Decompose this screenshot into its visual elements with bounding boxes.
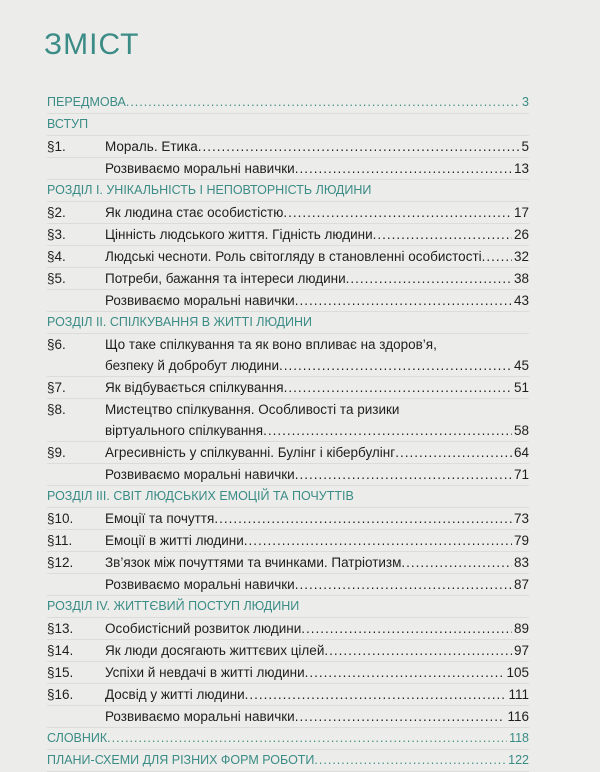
entry-line xyxy=(105,618,529,639)
entry-number: §14. xyxy=(47,643,74,658)
entry-line xyxy=(105,662,529,683)
toc-entry[interactable] xyxy=(47,202,529,224)
dot-leader xyxy=(301,618,512,639)
toc-entry[interactable] xyxy=(47,334,529,377)
entry-line xyxy=(105,268,529,289)
entry-line xyxy=(105,684,529,705)
entry-body xyxy=(105,224,529,245)
entry-line xyxy=(105,158,529,179)
entry-number xyxy=(47,706,105,727)
entry-title: Розвиваємо моральні навички xyxy=(105,577,295,592)
dot-leader xyxy=(295,574,512,595)
toc-top-entry[interactable] xyxy=(47,728,529,750)
entry-body xyxy=(105,442,529,463)
dot-leader xyxy=(263,420,512,441)
toc-entry[interactable] xyxy=(47,618,529,640)
section-heading: РОЗДІЛ І. УНІКАЛЬНІСТЬ І НЕПОВТОРНІСТЬ ЛЮДИНИ xyxy=(47,180,529,202)
entry-line xyxy=(105,377,529,398)
entry-body xyxy=(105,552,529,573)
entry-number: §16. xyxy=(47,687,74,702)
dot-leader xyxy=(395,442,512,463)
entry-page: 71 xyxy=(513,467,529,482)
toc-entry[interactable] xyxy=(47,158,529,180)
entry-number: §3. xyxy=(47,227,66,242)
entry-title: Розвиваємо моральні навички xyxy=(105,293,295,308)
entry-page: 43 xyxy=(513,293,529,308)
dot-leader xyxy=(214,508,512,529)
dot-leader xyxy=(324,640,512,661)
entry-body xyxy=(105,662,529,683)
entry-title: Розвиваємо моральні навички xyxy=(105,709,295,724)
entry-title: ПЕРЕДМОВА xyxy=(47,95,126,109)
entry-title: Розвиваємо моральні навички xyxy=(105,467,295,482)
entry-title: Потреби, бажання та інтереси людини xyxy=(105,271,346,286)
dot-leader xyxy=(314,750,506,771)
section-heading: РОЗДІЛ IV. ЖИТТЄВИЙ ПОСТУП ЛЮДИНИ xyxy=(47,596,529,618)
entry-page: 79 xyxy=(513,533,529,548)
entry-number: §11. xyxy=(47,533,73,548)
toc-entry[interactable] xyxy=(47,706,529,728)
dot-leader xyxy=(107,728,507,749)
entry-page: 118 xyxy=(509,731,529,745)
entry-number xyxy=(47,158,105,179)
entry-body xyxy=(105,706,529,727)
entry-line xyxy=(105,464,529,485)
entry-line xyxy=(105,334,529,355)
entry-line xyxy=(105,530,529,551)
entry-title: Мистецтво спілкування. Особливості та ризики xyxy=(105,402,400,417)
entry-line xyxy=(105,224,529,245)
entry-number: §7. xyxy=(47,380,66,395)
toc-entry[interactable] xyxy=(47,268,529,290)
dot-leader xyxy=(295,290,512,311)
entry-title: Агресивність у спілкуванні. Булінг і кібербулінг xyxy=(105,445,396,460)
entry-title: безпеку й добробут людини xyxy=(105,358,280,373)
entry-number: §9. xyxy=(47,445,66,460)
entry-body xyxy=(105,618,529,639)
toc-entry[interactable] xyxy=(47,442,529,464)
entry-title: Що таке спілкування та як воно впливає на здоров’я, xyxy=(105,337,437,352)
entry-number: §1. xyxy=(47,139,66,154)
dot-leader xyxy=(373,224,512,245)
entry-page: 32 xyxy=(513,249,529,264)
entry-title: СЛОВНИК xyxy=(47,731,108,745)
entry-body xyxy=(105,334,529,376)
entry-title: Як відбувається спілкування xyxy=(105,380,284,395)
entry-title: Цінність людського життя. Гідність людини xyxy=(105,227,373,242)
entry-line xyxy=(105,399,529,420)
entry-body xyxy=(47,92,529,113)
toc-entry[interactable] xyxy=(47,246,529,268)
entry-title: Емоції та почуття xyxy=(105,511,215,526)
entry-page: 13 xyxy=(513,161,529,176)
entry-line xyxy=(105,574,529,595)
entry-body xyxy=(105,399,529,441)
toc-entry[interactable] xyxy=(47,508,529,530)
dot-leader xyxy=(245,684,507,705)
dot-leader xyxy=(244,530,512,551)
toc-entry[interactable] xyxy=(47,684,529,706)
entry-body xyxy=(105,158,529,179)
toc-entry[interactable] xyxy=(47,640,529,662)
entry-body xyxy=(105,684,529,705)
entry-title: ПЛАНИ-СХЕМИ ДЛЯ РІЗНИХ ФОРМ РОБОТИ xyxy=(47,753,315,767)
entry-title: Емоції в житті людини xyxy=(105,533,244,548)
dot-leader xyxy=(295,158,512,179)
entry-number: §15. xyxy=(47,665,74,680)
entry-title: Як люди досягають життєвих цілей xyxy=(105,643,325,658)
entry-page: 97 xyxy=(513,643,529,658)
entry-body xyxy=(105,290,529,311)
dot-leader xyxy=(279,355,512,376)
entry-line xyxy=(105,420,529,441)
entry-page: 64 xyxy=(513,445,529,460)
entry-title: Людські чесноти. Роль світогляду в становленні особистості xyxy=(105,249,482,264)
entry-line xyxy=(105,442,529,463)
entry-number: §13. xyxy=(47,621,74,636)
entry-number: §10. xyxy=(47,511,74,526)
entry-page: 111 xyxy=(508,687,529,702)
section-heading: ВСТУП xyxy=(47,114,529,136)
entry-page: 122 xyxy=(508,753,529,767)
entry-number: §12. xyxy=(47,555,74,570)
entry-line xyxy=(105,136,529,157)
entry-page: 17 xyxy=(513,205,529,220)
entry-line xyxy=(105,246,529,267)
dot-leader xyxy=(284,377,512,398)
table-of-contents xyxy=(47,92,529,772)
entry-page: 58 xyxy=(513,423,529,438)
entry-line xyxy=(105,290,529,311)
toc-entry[interactable] xyxy=(47,552,529,574)
entry-page: 83 xyxy=(513,555,529,570)
entry-number: §4. xyxy=(47,249,66,264)
toc-entry[interactable] xyxy=(47,377,529,399)
toc-entry[interactable] xyxy=(47,399,529,442)
entry-body xyxy=(105,508,529,529)
entry-line xyxy=(105,508,529,529)
toc-entry[interactable] xyxy=(47,530,529,552)
entry-number xyxy=(47,464,105,485)
entry-page: 3 xyxy=(522,95,529,109)
entry-page: 116 xyxy=(507,709,529,724)
entry-page: 89 xyxy=(513,621,529,636)
entry-number: §5. xyxy=(47,271,66,286)
toc-top-entry[interactable] xyxy=(47,92,529,114)
dot-leader xyxy=(346,268,512,289)
entry-page: 26 xyxy=(513,227,529,242)
entry-body xyxy=(105,574,529,595)
entry-number xyxy=(47,574,105,595)
section-heading: РОЗДІЛ ІІ. СПІЛКУВАННЯ В ЖИТТІ ЛЮДИНИ xyxy=(47,312,529,334)
entry-body xyxy=(47,728,529,749)
entry-body xyxy=(105,202,529,223)
toc-entry[interactable] xyxy=(47,136,529,158)
entry-line xyxy=(105,552,529,573)
entry-title: віртуального спілкування xyxy=(105,423,264,438)
dot-leader xyxy=(401,552,512,573)
entry-body xyxy=(47,750,529,771)
entry-line xyxy=(105,640,529,661)
toc-entry[interactable] xyxy=(47,662,529,684)
entry-number: §6. xyxy=(47,337,66,352)
entry-number xyxy=(47,290,105,311)
entry-title: Досвід у житті людини xyxy=(105,687,245,702)
entry-body xyxy=(105,640,529,661)
entry-body xyxy=(105,268,529,289)
entry-line xyxy=(105,202,529,223)
entry-page: 45 xyxy=(513,358,529,373)
entry-page: 87 xyxy=(513,577,529,592)
entry-body xyxy=(105,464,529,485)
dot-leader xyxy=(295,706,506,727)
dot-leader xyxy=(198,136,520,157)
entry-page: 5 xyxy=(521,139,529,154)
entry-title: Особистісний розвиток людини xyxy=(105,621,302,636)
entry-title: Мораль. Етика xyxy=(105,139,198,154)
dot-leader xyxy=(283,202,512,223)
entry-body xyxy=(105,530,529,551)
page-title: ЗМІСТ xyxy=(44,28,140,61)
entry-number: §8. xyxy=(47,402,66,417)
entry-page: 105 xyxy=(506,665,529,680)
dot-leader xyxy=(482,246,512,267)
entry-body xyxy=(105,246,529,267)
entry-title: Зв’язок між почуттями та вчинками. Патріотизм xyxy=(105,555,402,570)
toc-entry[interactable] xyxy=(47,464,529,486)
toc-top-entry[interactable] xyxy=(47,750,529,772)
dot-leader xyxy=(295,464,512,485)
entry-page: 51 xyxy=(513,380,529,395)
entry-body xyxy=(105,136,529,157)
entry-number: §2. xyxy=(47,205,66,220)
entry-title: Розвиваємо моральні навички xyxy=(105,161,295,176)
section-heading: РОЗДІЛ ІІІ. СВІТ ЛЮДСЬКИХ ЕМОЦІЙ ТА ПОЧУТТІВ xyxy=(47,486,529,508)
dot-leader xyxy=(126,92,520,113)
toc-entry[interactable] xyxy=(47,574,529,596)
entry-body xyxy=(105,377,529,398)
dot-leader xyxy=(305,662,505,683)
entry-line xyxy=(105,706,529,727)
entry-title: Як людина стає особистістю xyxy=(105,205,284,220)
entry-title: Успіхи й невдачі в житті людини xyxy=(105,665,305,680)
entry-page: 38 xyxy=(513,271,529,286)
toc-entry[interactable] xyxy=(47,290,529,312)
entry-line xyxy=(105,355,529,376)
toc-entry[interactable] xyxy=(47,224,529,246)
entry-page: 73 xyxy=(513,511,529,526)
